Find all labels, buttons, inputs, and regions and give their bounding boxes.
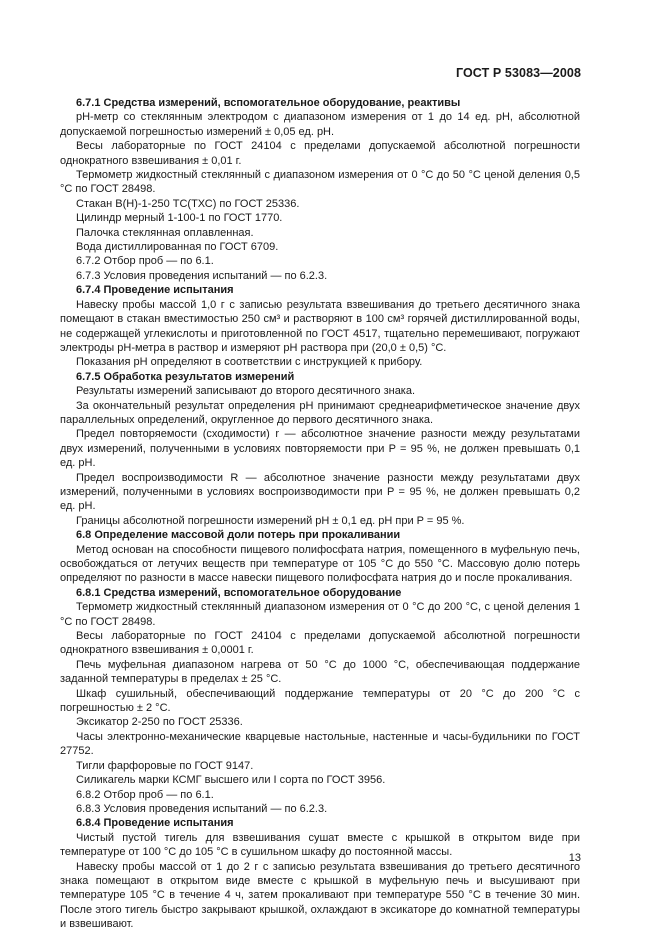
- paragraph: Весы лабораторные по ГОСТ 24104 с пределами допускаемой абсолютной погрешности однократного взвешивания ± 0,0001 г.: [60, 630, 580, 657]
- document-body: [60, 96, 580, 932]
- paragraph: Термометр жидкостный стеклянный диапазоном измерения от 0 °С до 200 °С, с ценой деления 1 °С по ГОСТ 28498.: [60, 601, 580, 628]
- paragraph: Термометр жидкостный стеклянный с диапазоном измерения от 0 °С до 50 °С ценой деления 0,5 °С по ГОСТ 28498.: [60, 169, 580, 196]
- paragraph: За окончательный результат определения pH принимают среднеарифметическое значение двух параллельных определений, округленное до первого десятичного знака.: [60, 399, 580, 426]
- section-heading: 6.7.1 Средства измерений, вспомогательное оборудование, реактивы: [76, 97, 461, 109]
- paragraph: Палочка стеклянная оплавленная.: [76, 226, 254, 239]
- paragraph: Предел повторяемости (сходимости) r — абсолютное значение разности между результатами двух измерений, полученными в условиях повторяемости при P = 95 %, не должен превышать 0,1 ед. pH.: [60, 428, 580, 470]
- section-heading: 6.8.1 Средства измерений, вспомогательное оборудование: [76, 586, 402, 599]
- paragraph: Цилиндр мерный 1-100-1 по ГОСТ 1770.: [76, 212, 283, 225]
- paragraph: 6.8.2 Отбор проб — по 6.1.: [76, 788, 214, 801]
- paragraph: Тигли фарфоровые по ГОСТ 9147.: [76, 759, 254, 772]
- paragraph: 6.7.2 Отбор проб — по 6.1.: [76, 255, 214, 268]
- paragraph: Шкаф сушильный, обеспечивающий поддержание температуры от 20 °С до 200 °С с погрешностью ± 2 °С.: [60, 687, 580, 715]
- paragraph: Предел воспроизводимости R — абсолютное значение разности между результатами двух измерений, полученными в условиях воспроизводимости при P = 95 %, не должен превышать 0,2 ед. pH.: [60, 471, 580, 513]
- section-heading: 6.7.5 Обработка результатов измерений: [76, 370, 295, 383]
- paragraph: Стакан В(Н)-1-250 ТС(ТХС) по ГОСТ 25336.: [76, 197, 300, 210]
- paragraph: Границы абсолютной погрешности измерений pH ± 0,1 ед. pH при P = 95 %.: [76, 514, 465, 527]
- paragraph: 6.7.3 Условия проведения испытаний — по 6.2.3.: [76, 269, 328, 282]
- paragraph: pH-метр со стеклянным электродом с диапазоном измерения от 1 до 14 ед. pH, абсолютной допускаемой погрешностью измерений ± 0,05 ед. pH.: [60, 111, 580, 138]
- paragraph: Результаты измерений записывают до второго десятичного знака.: [76, 385, 416, 398]
- paragraph: Весы лабораторные по ГОСТ 24104 с пределами допускаемой абсолютной погрешности однократного взвешивания ± 0,01 г.: [60, 140, 580, 167]
- paragraph: Чистый пустой тигель для взвешивания сушат вместе с крышкой в открытом виде при температуре от 100 °С до 105 °С в сушильном шкафу до постоянной массы.: [60, 831, 580, 859]
- section-heading: 6.7.4 Проведение испытания: [76, 284, 234, 297]
- paragraph: Эксикатор 2-250 по ГОСТ 25336.: [76, 716, 243, 729]
- paragraph: Метод основан на способности пищевого полифосфата натрия, помещенного в муфельную печь, освобождаться от летучих веществ при температуре от 105 °С до 550 °С. Массовую долю потерь определяют по разности в массе навески пищевого полифосфата натрия до и после прокаливания.: [60, 543, 580, 585]
- paragraph: 6.8.3 Условия проведения испытаний — по 6.2.3.: [76, 802, 328, 815]
- page-number: 13: [568, 852, 581, 864]
- paragraph: Печь муфельная диапазоном нагрева от 50 °С до 1000 °С, обеспечивающая поддержание заданной температуры в пределах ± 25 °С.: [60, 658, 580, 686]
- paragraph: Навеску пробы массой от 1 до 2 г с записью результата взвешивания до третьего десятичного знака помещают в открытом виде вместе с крышкой в муфельную печь и высушивают при температуре 105 °С в течение 4 ч, затем прокаливают при температуре 550 °С в течение 30 мин. После этого тигель быстро закрывают крышкой, охлаждают в эксикаторе до комнатной температуры и взвешивают.: [60, 860, 580, 931]
- paragraph: Показания pH определяют в соответствии с инструкцией к прибору.: [76, 356, 423, 369]
- paragraph: Навеску пробы массой 1,0 г с записью результата взвешивания до третьего десятичного знака помещают в стакан вместимостью 250 см³ и растворяют в 100 см³ горячей дистиллированной воды, не содержащей углекислоты и приготовленной по ГОСТ 4517, тщательно перемешивают, погружают электроды pH-метра в раствор и измеряют pH раствора при (20,0 ± 0,5) °С.: [60, 298, 580, 354]
- paragraph: Часы электронно-механические кварцевые настольные, настенные и часы-будильники по ГОСТ 27752.: [60, 730, 580, 758]
- paragraph: Вода дистиллированная по ГОСТ 6709.: [76, 241, 279, 254]
- section-heading: 6.8.4 Проведение испытания: [76, 817, 234, 830]
- section-heading: 6.8 Определение массовой доли потерь при прокаливании: [76, 529, 401, 542]
- document-header: ГОСТ Р 53083—2008: [455, 66, 581, 80]
- paragraph: Силикагель марки КСМГ высшего или I сорта по ГОСТ 3956.: [76, 774, 386, 787]
